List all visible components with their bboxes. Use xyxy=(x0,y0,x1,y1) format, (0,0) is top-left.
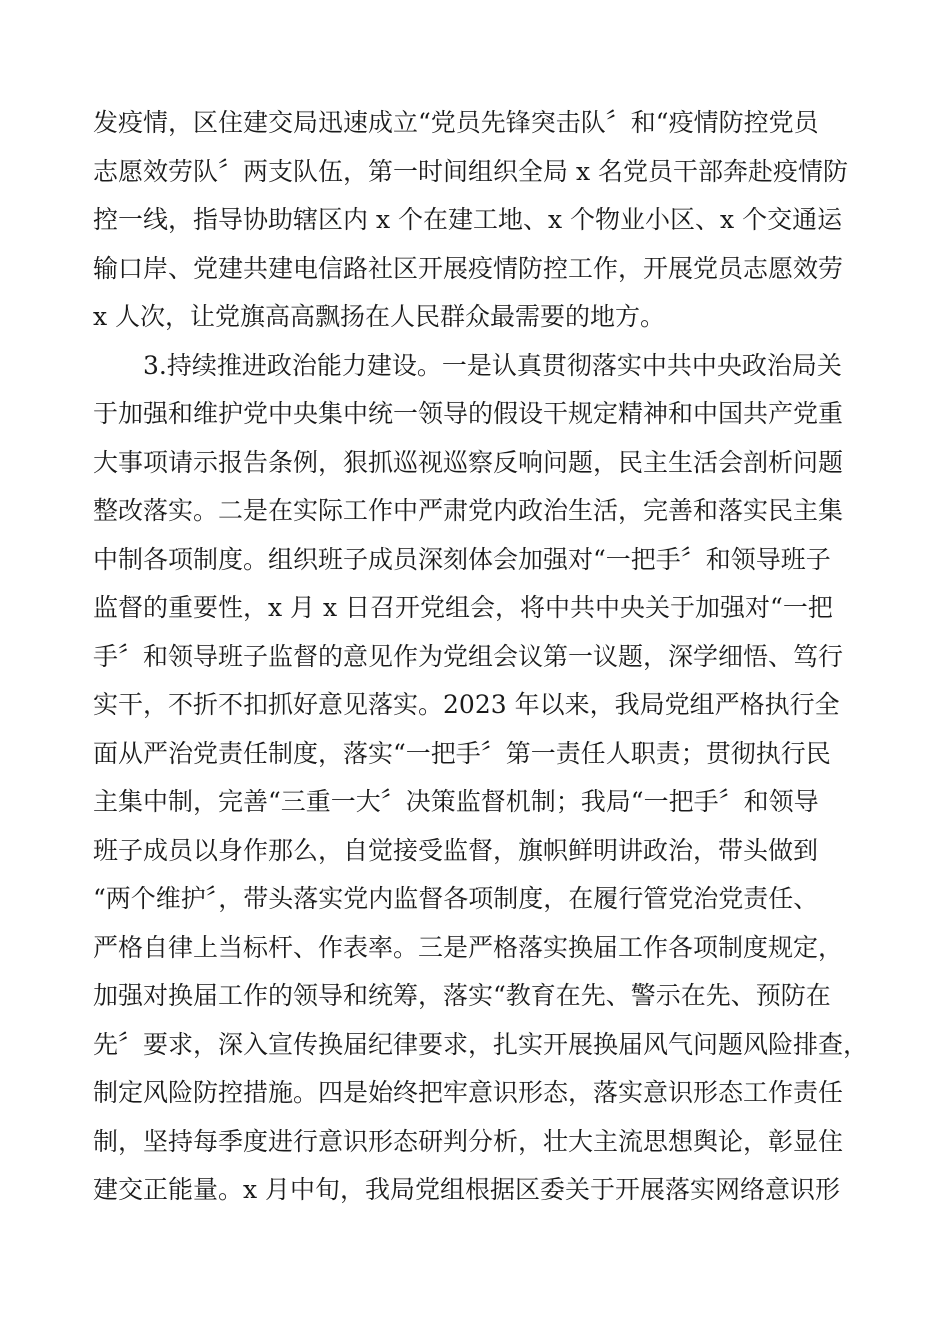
text-line: 建交正能量。x 月中旬，我局党组根据区委关于开展落实网络意识形 xyxy=(93,1175,841,1204)
text-line: 于加强和维护党中央集中统一领导的假设干规定精神和中国共产党重 xyxy=(93,399,844,428)
text-line: 志愿效劳队〞两支队伍，第一时间组织全局 x 名党员干部奔赴疫情防 xyxy=(93,156,848,186)
text-line: 发疫情，区住建交局迅速成立“党员先锋突击队〞和“疫情防控党员 xyxy=(93,108,819,137)
text-line: 班子成员以身作那么，自觉接受监督，旗帜鲜明讲政治，带头做到 xyxy=(93,835,819,865)
document-body xyxy=(93,99,873,1215)
text-line: 先〞要求，深入宣传换届纪律要求，扎实开展换届风气问题风险排查， xyxy=(93,1029,869,1059)
text-line: 主集中制，完善“三重一大〞决策监督机制；我局“一把手〞和领导 xyxy=(93,787,819,816)
text-line: “两个维护〞，带头落实党内监督各项制度，在履行管党治党责任、 xyxy=(93,884,819,913)
text-line: 监督的重要性，x 月 x 日召开党组会，将中共中央关于加强对“一把 xyxy=(93,593,833,622)
text-line: 输口岸、党建共建电信路社区开展疫情防控工作，开展党员志愿效劳 xyxy=(93,253,844,283)
text-line: 控一线，指导协助辖区内 x 个在建工地、x 个物业小区、x 个交通运 xyxy=(93,205,843,234)
text-line: 加强对换届工作的领导和统筹，落实“教育在先、警示在先、预防在 xyxy=(93,981,831,1010)
paragraph-heading-line: 3.持续推进政治能力建设。一是认真贯彻落实中共中央政治局关 xyxy=(143,350,842,380)
text-line: 手〞和领导班子监督的意见作为党组会议第一议题，深学细悟、笃行 xyxy=(93,641,844,671)
text-line: 中制各项制度。组织班子成员深刻体会加强对“一把手〞和领导班子 xyxy=(93,544,831,574)
text-line: 面从严治党责任制度，落实“一把手〞第一责任人职责；贯彻执行民 xyxy=(93,738,831,768)
text-line: 实干，不折不扣抓好意见落实。2023 年以来，我局党组严格执行全 xyxy=(93,690,840,719)
text-line: 大事项请示报告条例，狠抓巡视巡察反响问题，民主生活会剖析问题 xyxy=(93,447,844,477)
text-line: 制，坚持每季度进行意识形态研判分析，壮大主流思想舆论，彰显住 xyxy=(93,1126,844,1156)
text-line: 制定风险防控措施。四是始终把牢意识形态，落实意识形态工作责任 xyxy=(93,1078,844,1107)
text-line: 严格自律上当标杆、作表率。三是严格落实换届工作各项制度规定， xyxy=(93,932,844,962)
text-line: 整改落实。二是在实际工作中严肃党内政治生活，完善和落实民主集 xyxy=(93,496,844,525)
text-line: x 人次，让党旗高高飘扬在人民群众最需要的地方。 xyxy=(93,302,666,331)
